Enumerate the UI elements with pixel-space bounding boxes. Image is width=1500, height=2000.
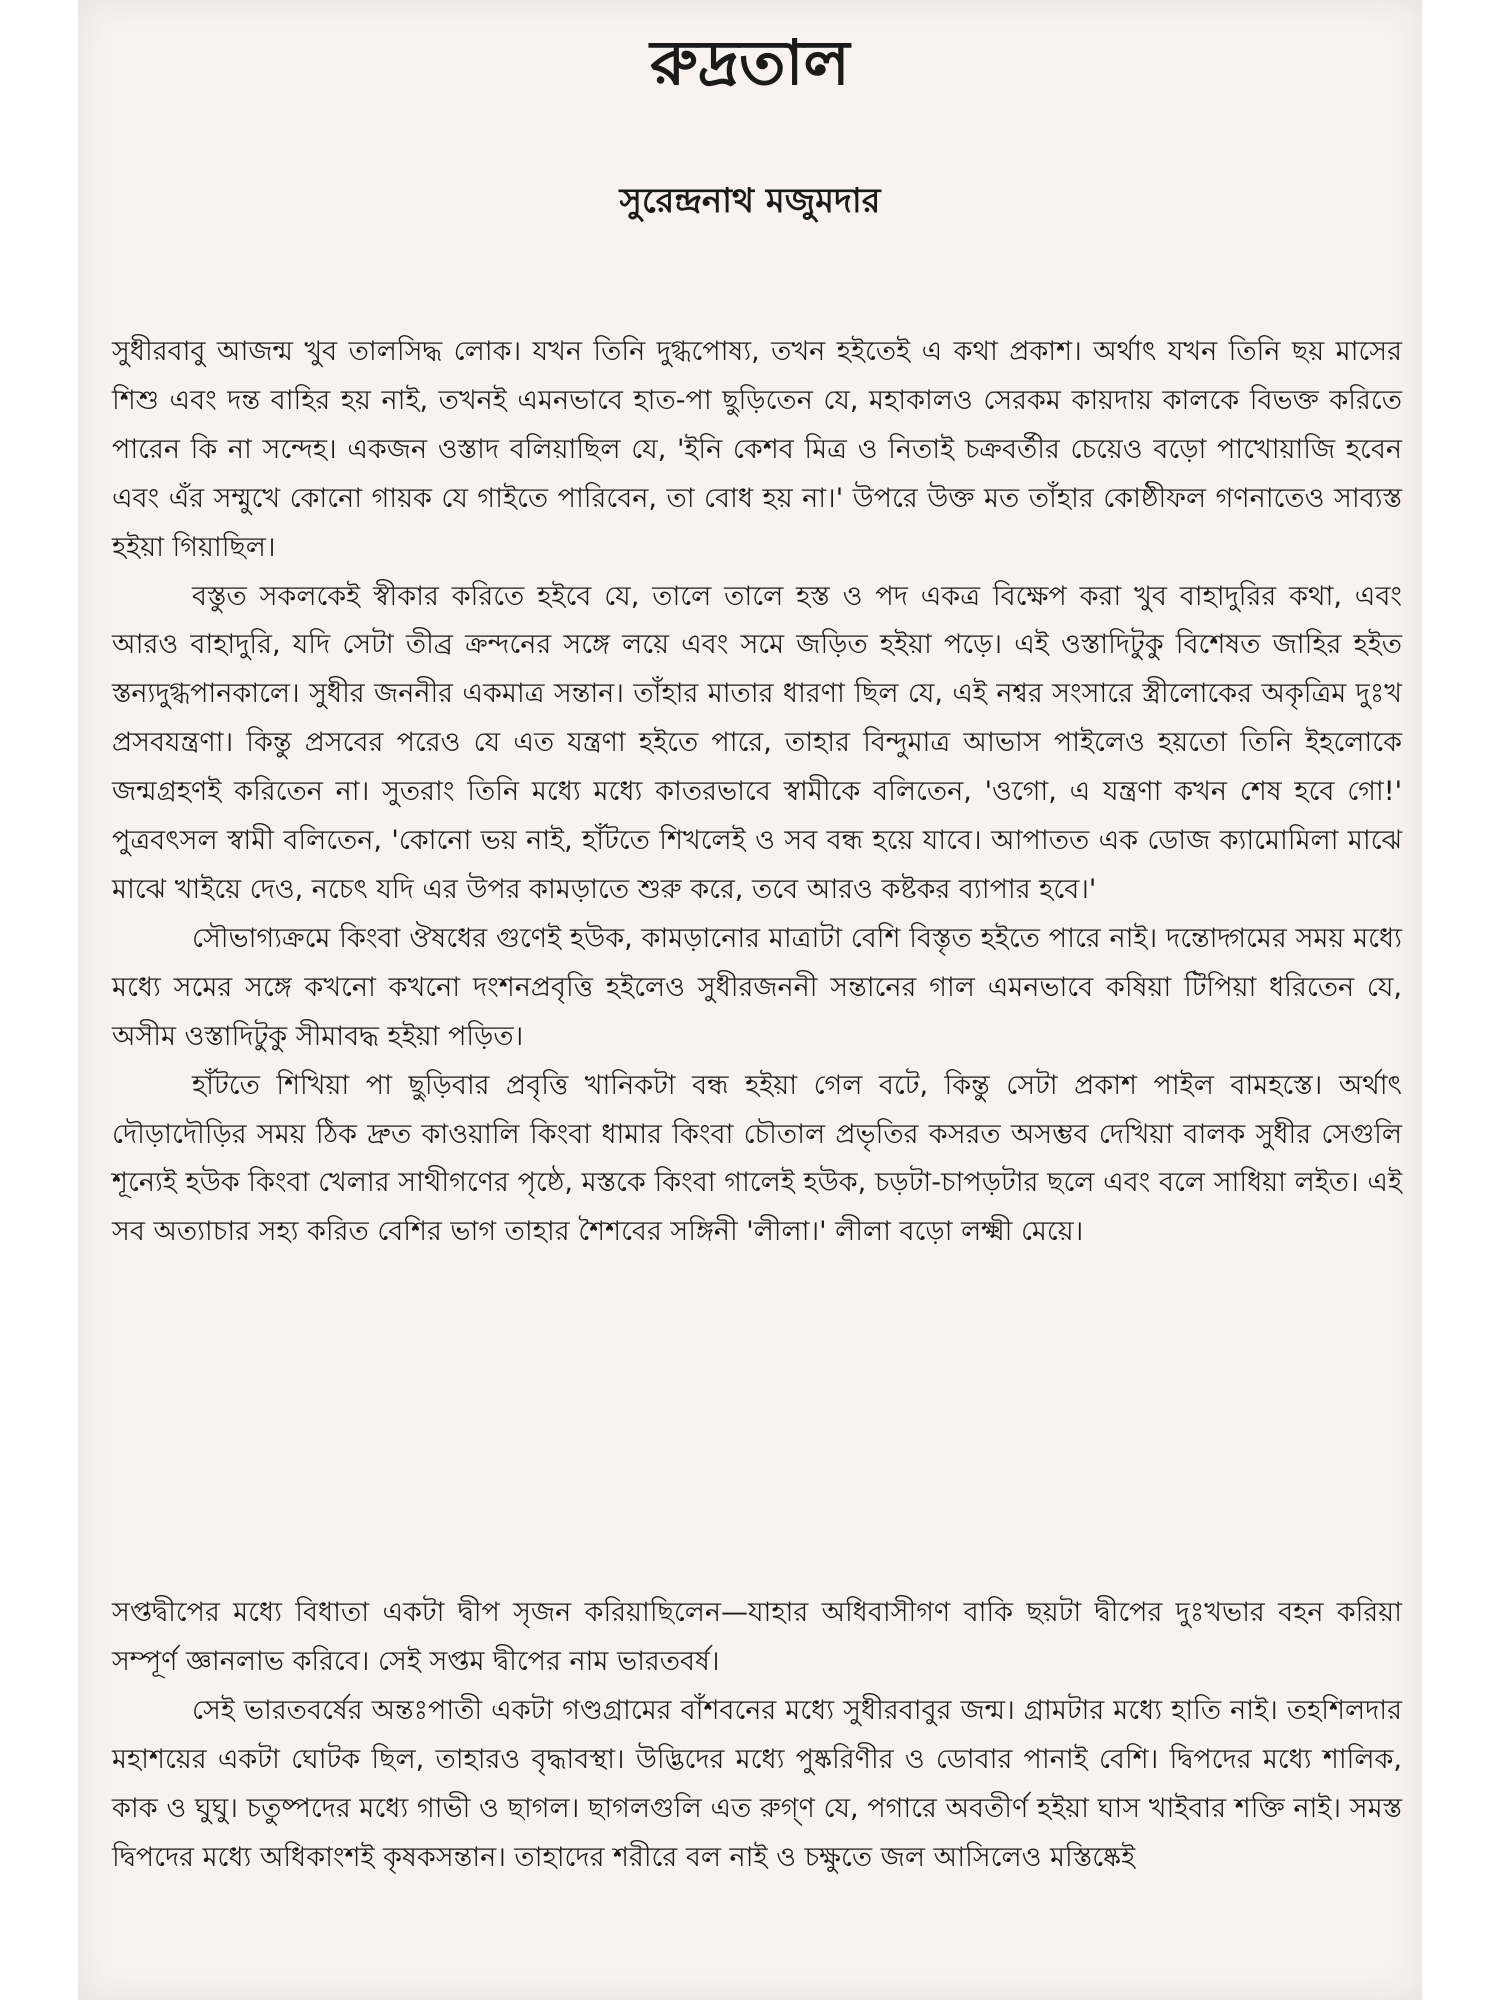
paragraph: সুধীরবাবু আজন্ম খুব তালসিদ্ধ লোক। যখন তিনি দুগ্ধপোষ্য, তখন হইতেই এ কথা প্রকাশ। অর্থাৎ যখন তিনি ছয় মাসের শিশু এবং দন্ত বাহির হয় নাই, তখনই এমনভাবে হাত-পা ছুড়িতেন যে, মহাকালও সেরকম কায়দায় কালকে বিভক্ত করিতে পারেন কি না সন্দেহ। একজন ওস্তাদ বলিয়াছিল যে, 'ইনি কেশব মিত্র ও নিতাই চক্রবর্তীর চেয়েও বড়ো পাখোয়াজি হবেন এবং এঁর সম্মুখে কোনো গায়ক যে গাইতে পারিবেন, তা বোধ হয় না।' উপরে উক্ত মত তাঁহার কোষ্ঠীফল গণনাতেও সাব্যস্ত হইয়া গিয়াছিল। — [112, 336, 1402, 563]
story-section-2 — [112, 1589, 1402, 1882]
paragraph: সৌভাগ্যক্রমে কিংবা ঔষধের গুণেই হউক, কামড়ানোর মাত্রাটা বেশি বিস্তৃত হইতে পারে নাই। দন্তোদ্গমের সময় মধ্যে মধ্যে সমের সঙ্গে কখনো কখনো দংশনপ্রবৃত্তি হইলেও সুধীরজননী সন্তানের গাল এমনভাবে কষিয়া টিপিয়া ধরিতেন যে, অসীম ওস্তাদিটুকু সীমাবদ্ধ হইয়া পড়িত। — [112, 922, 1402, 1052]
book-page — [78, 0, 1422, 2000]
story-section-1 — [112, 328, 1402, 1257]
paragraph: সেই ভারতবর্ষের অন্তঃপাতী একটা গণ্ডগ্রামের বাঁশবনের মধ্যে সুধীরবাবুর জন্ম। গ্রামটার মধ্যে হাতি নাই। তহশিলদার মহাশয়ের একটা ঘোটক ছিল, তাহারও বৃদ্ধাবস্থা। উদ্ভিদের মধ্যে পুষ্করিণীর ও ডোবার পানাই বেশি। দ্বিপদের মধ্যে শালিক, কাক ও ঘুঘু। চতুষ্পদের মধ্যে গাভী ও ছাগল। ছাগলগুলি এত রুগ্‌ণ যে, পগারে অবতীর্ণ হইয়া ঘাস খাইবার শক্তি নাই। সমস্ত দ্বিপদের মধ্যে অধিকাংশই কৃষকসন্তান। তাহাদের শরীরে বল নাই ও চক্ষুতে জল আসিলেও মস্তিষ্কেই — [112, 1694, 1402, 1873]
author-name: সুরেন্দ্রনাথ মজুমদার — [619, 181, 881, 221]
paragraph: হাঁটতে শিখিয়া পা ছুড়িবার প্রবৃত্তি খানিকটা বন্ধ হইয়া গেল বটে, কিন্তু সেটা প্রকাশ পাইল বামহস্তে। অর্থাৎ দৌড়াদৌড়ির সময় ঠিক দ্রুত কাওয়ালি কিংবা ধামার কিংবা চৌতাল প্রভৃতির কসরত অসম্ভব দেখিয়া বালক সুধীর সেগুলি শূন্যেই হউক কিংবা খেলার সাথীগণের পৃষ্ঠে, মস্তকে কিংবা গালেই হউক, চড়টা-চাপড়টার ছলে এবং বলে সাধিয়া লইত। এই সব অত্যাচার সহ্য করিত বেশির ভাগ তাহার শৈশবের সঙ্গিনী 'লীলা।' লীলা বড়ো লক্ষ্মী মেয়ে। — [112, 1069, 1402, 1248]
paragraph: সপ্তদ্বীপের মধ্যে বিধাতা একটা দ্বীপ সৃজন করিয়াছিলেন—যাহার অধিবাসীগণ বাকি ছয়টা দ্বীপের দুঃখভার বহন করিয়া সম্পূর্ণ জ্ঞানলাভ করিবে। সেই সপ্তম দ্বীপের নাম ভারতবর্ষ। — [112, 1597, 1402, 1677]
paragraph: বস্তুত সকলকেই স্বীকার করিতে হইবে যে, তালে তালে হস্ত ও পদ একত্র বিক্ষেপ করা খুব বাহাদুরির কথা, এবং আরও বাহাদুরি, যদি সেটা তীব্র ক্রন্দনের সঙ্গে লয়ে এবং সমে জড়িত হইয়া পড়ে। এই ওস্তাদিটুকু বিশেষত জাহির হইত স্তন্যদুগ্ধপানকালে। সুধীর জননীর একমাত্র সন্তান। তাঁহার মাতার ধারণা ছিল যে, এই নশ্বর সংসারে স্ত্রীলোকের অকৃত্রিম দুঃখ প্রসবযন্ত্রণা। কিন্তু প্রসবের পরেও যে এত যন্ত্রণা হইতে পারে, তাহার বিন্দুমাত্র আভাস পাইলেও হয়তো তিনি ইহলোকে জন্মগ্রহণই করিতেন না। সুতরাং তিনি মধ্যে মধ্যে কাতরভাবে স্বামীকে বলিতেন, 'ওগো, এ যন্ত্রণা কখন শেষ হবে গো!' পুত্রবৎসল স্বামী বলিতেন, 'কোনো ভয় নাই, হাঁটতে শিখলেই ও সব বন্ধ হয়ে যাবে। আপাতত এক ডোজ ক্যামোমিলা মাঝে মাঝে খাইয়ে দেও, নচেৎ যদি এর উপর কামড়াতে শুরু করে, তবে আরও কষ্টকর ব্যাপার হবে।' — [112, 580, 1402, 905]
story-title: রুদ্রতাল — [650, 26, 850, 99]
